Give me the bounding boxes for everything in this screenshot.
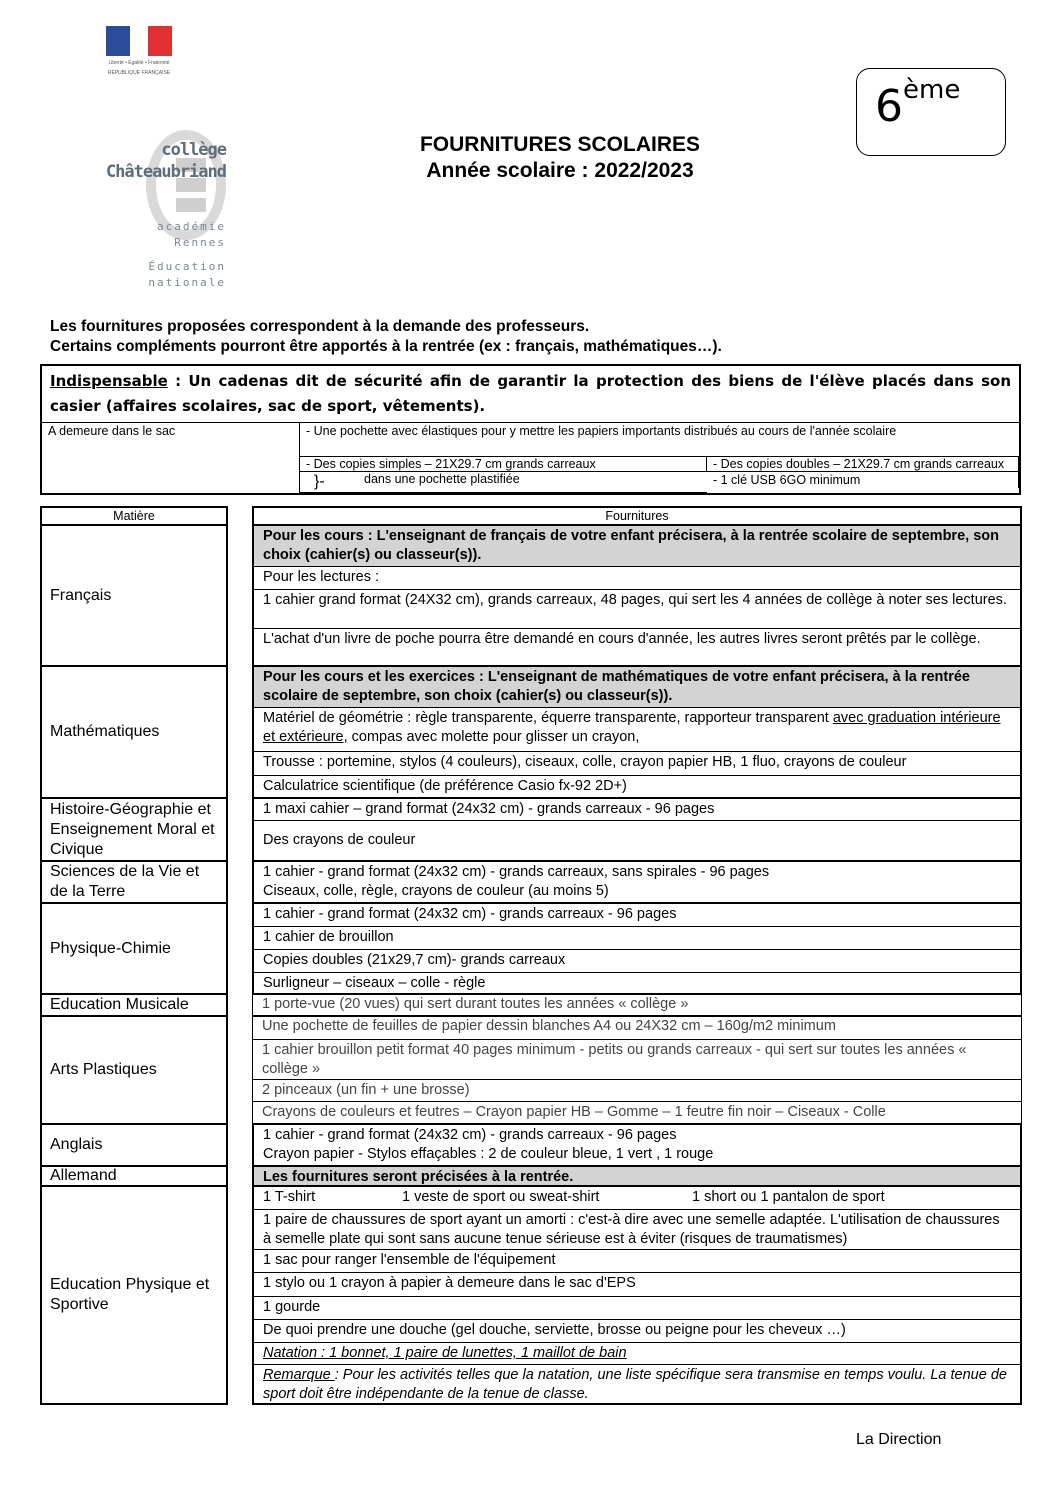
academie-label: académie — [157, 220, 226, 233]
subject-musique: Education Musicale — [40, 993, 228, 1017]
supplies-francais — [252, 524, 1022, 667]
subject-anglais: Anglais — [40, 1123, 228, 1167]
brace-icon: }- — [314, 473, 325, 490]
subject-eps: Education Physique et Sportive — [40, 1185, 228, 1405]
supply-item: Natation : 1 bonnet, 1 paire de lunettes, 1 maillot de bain — [254, 1342, 1020, 1364]
graduation-note: avec graduation intérieure et extérieure, — [263, 710, 1001, 745]
grade-number: 6 — [875, 81, 903, 132]
page-title — [340, 132, 780, 184]
supply-item: 1 cahier de brouillon — [254, 926, 1020, 949]
signature: La Direction — [856, 1431, 942, 1448]
subject-histoire-geo: Histoire-Géographie et Enseignement Moral et Civique — [40, 797, 228, 862]
bag-label: A demeure dans le sac — [42, 423, 300, 493]
rf-name: RÉPUBLIQUE FRANÇAISE — [107, 70, 171, 76]
supply-item: 1 cahier grand format (24X32 cm), grands carreaux, 48 pages, qui sert les 4 années de collège à noter ses lectures. — [254, 589, 1020, 628]
supplies-physique-chimie — [252, 902, 1022, 995]
grade-suffix: ème — [903, 75, 961, 105]
supply-item — [254, 862, 1020, 902]
republique-francaise-logo — [106, 26, 172, 76]
supply-item: 1 gourde — [254, 1296, 1020, 1319]
supply-item — [254, 1187, 1020, 1209]
intro-line-1: Les fournitures proposées correspondent à la demande des professeurs. — [50, 318, 590, 335]
supplies-eps — [252, 1185, 1022, 1405]
bag-item: - Des copies doubles – 21X29.7 cm grands carreaux — [707, 457, 1019, 472]
indispensable-table — [40, 364, 1021, 495]
supply-item: Trousse : portemine, stylos (4 couleurs), ciseaux, colle, crayon papier HB, 1 fluo, crayons de couleur — [254, 751, 1020, 775]
subject-svt: Sciences de la Vie et de la Terre — [40, 860, 228, 904]
bag-item: - 1 clé USB 6GO minimum — [707, 472, 1019, 488]
short-text: 1 short ou 1 pantalon de sport — [692, 1189, 885, 1205]
supplies-allemand — [252, 1165, 1022, 1187]
college-name-1: collège — [161, 140, 226, 160]
remarque-text: : Pour les activités telles que la natation, une liste spécifique sera transmise en temps voulu. La tenue de sport doit être indépendante de la tenue de classe. — [263, 1367, 1007, 1402]
supply-item: De quoi prendre une douche (gel douche, serviette, brosse ou peigne pour les cheveux …) — [254, 1319, 1020, 1342]
subject-francais: Français — [40, 524, 228, 667]
subject-maths: Mathématiques — [40, 665, 228, 799]
supplies-histoire-geo — [252, 797, 1022, 862]
indispensable-text: : Un cadenas dit de sécurité afin de garantir la protection des biens de l'élève placés dans son casier (affaires scolaires, sac de sport, vêtements). — [50, 372, 1011, 415]
supplies-musique — [252, 993, 1022, 1017]
supply-item: 2 pinceaux (un fin + une brosse) — [253, 1079, 1021, 1101]
supply-line: 1 cahier - grand format (24x32 cm) - grands carreaux, sans spirales - 96 pages — [263, 864, 770, 880]
supply-item: Calculatrice scientifique (de préférence Casio fx-92 2D+) — [254, 775, 1020, 797]
compass-text: compas avec molette pour glisser un crayon, — [347, 729, 640, 745]
academie-name: Rennes — [174, 236, 226, 249]
supply-item: 1 paire de chaussures de sport ayant un amorti : c'est-à dire avec une semelle adaptée. L'utilisation de chaussures à semelle plate qui sont sans aucune tenue sérieuse est à éviter (risques de traumatismes) — [254, 1209, 1020, 1249]
title-main: FOURNITURES SCOLAIRES — [419, 133, 700, 156]
bag-item: - Des copies simples – 21X29.7 cm grands carreaux — [300, 457, 707, 472]
education-label: Éducation — [148, 260, 226, 273]
supply-item: Pour les cours et les exercices : L'enseignant de mathématiques de votre enfant précisera, à la rentrée scolaire de septembre, son choix (cahier(s) ou classeur(s)). — [254, 667, 1020, 707]
supply-line: Crayon papier - Stylos effaçables : 2 de couleur bleue, 1 vert , 1 rouge — [263, 1146, 714, 1162]
grade-badge — [856, 68, 1006, 156]
supply-item: 1 cahier brouillon petit format 40 pages minimum - petits ou grands carreaux - qui sert sur toutes les années « collège » — [253, 1039, 1021, 1079]
supplies-svt — [252, 860, 1022, 904]
subject-header: Matière — [40, 506, 228, 526]
bag-items-grid — [42, 423, 1019, 493]
supply-item: 1 stylo ou 1 crayon à papier à demeure dans le sac d'EPS — [254, 1272, 1020, 1296]
supplies-column — [252, 506, 1022, 1405]
supply-item: Crayons de couleurs et feutres – Crayon papier HB – Gomme – 1 feutre fin noir – Ciseaux - Colle — [253, 1101, 1021, 1124]
pochette-note-cell — [300, 472, 707, 493]
indispensable-label: Indispensable — [50, 372, 168, 390]
subject-arts: Arts Plastiques — [40, 1015, 228, 1125]
tshirt-text: 1 T-shirt — [263, 1189, 316, 1205]
subject-physique-chimie: Physique-Chimie — [40, 902, 228, 995]
supply-item: 1 porte-vue (20 vues) qui sert durant toutes les années « collège » — [262, 996, 689, 1012]
title-year: Année scolaire : 2022/2023 — [426, 159, 694, 182]
remarque-label: Remarque — [263, 1367, 335, 1383]
supply-item: Pour les lectures : — [254, 566, 1020, 589]
subject-allemand: Allemand — [40, 1165, 228, 1187]
supply-item: Une pochette de feuilles de papier dessin blanches A4 ou 24X32 cm – 160g/m2 minimum — [262, 1018, 836, 1034]
supply-line: Ciseaux, colle, règle, crayons de couleur (au moins 5) — [263, 883, 609, 899]
geometry-text: Matériel de géométrie : règle transparente, équerre transparente, rapporteur transparent — [263, 710, 833, 726]
supply-item — [254, 1364, 1020, 1403]
subject-column — [40, 506, 228, 1405]
college-name-2: Châteaubriand — [105, 162, 226, 182]
college-logo — [86, 100, 236, 300]
supply-item: 1 maxi cahier – grand format (24x32 cm) - grands carreaux - 96 pages — [263, 801, 715, 817]
supplies-maths — [252, 665, 1022, 799]
marianne-flag-icon — [106, 26, 172, 56]
supply-item: 1 sac pour ranger l'ensemble de l'équipement — [254, 1249, 1020, 1272]
supply-item: Les fournitures seront précisées à la rentrée. — [254, 1167, 1020, 1185]
supplies-header: Fournitures — [252, 506, 1022, 526]
pochette-note: dans une pochette plastifiée — [364, 472, 520, 486]
nationale-label: nationale — [148, 276, 226, 289]
supply-item — [254, 707, 1020, 751]
supplies-arts — [252, 1015, 1022, 1125]
supply-item: Copies doubles (21x29,7 cm)- grands carreaux — [254, 949, 1020, 972]
supply-item: Surligneur – ciseaux – colle - règle — [254, 972, 1020, 993]
veste-text: 1 veste de sport ou sweat-shirt — [402, 1189, 600, 1205]
supply-item: Pour les cours : L'enseignant de français de votre enfant précisera, à la rentrée scolaire de septembre, son choix (cahier(s) ou classeur(s)). — [254, 526, 1020, 566]
supplies-anglais — [252, 1123, 1022, 1167]
supply-item: 1 cahier - grand format (24x32 cm) - grands carreaux - 96 pages — [263, 906, 677, 922]
supply-item — [254, 1125, 1020, 1165]
supply-line: 1 cahier - grand format (24x32 cm) - grands carreaux - 96 pages — [263, 1127, 677, 1143]
indispensable-header — [42, 366, 1019, 423]
bag-item: - Une pochette avec élastiques pour y mettre les papiers importants distribués au cours de l'année scolaire — [300, 423, 1019, 457]
intro-line-2: Certains compléments pourront être apportés à la rentrée (ex : français, mathématiques…). — [50, 338, 722, 355]
supply-item: Des crayons de couleur — [254, 820, 1020, 860]
rf-motto: Liberté • Égalité • Fraternité — [108, 60, 170, 66]
intro-text — [50, 317, 722, 357]
supply-item: L'achat d'un livre de poche pourra être demandé en cours d'année, les autres livres seront prêtés par le collège. — [254, 628, 1020, 665]
